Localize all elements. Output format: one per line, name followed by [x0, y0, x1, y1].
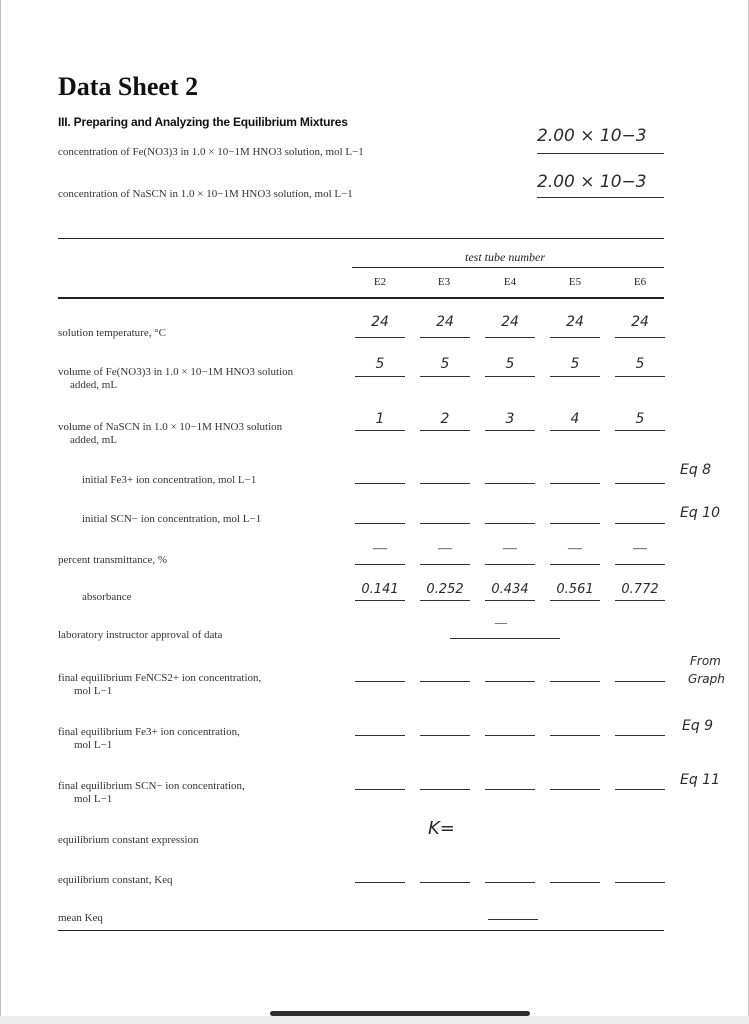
vol-fe-blank-e4 [485, 376, 535, 377]
temperature-e3[interactable]: 24 [436, 314, 454, 330]
final-scn-e4[interactable] [485, 789, 535, 790]
vol-scn-blank-e4 [485, 430, 535, 431]
vol-scn-e3[interactable]: 2 [440, 411, 450, 427]
expression-label: equilibrium constant expression [58, 834, 199, 846]
col-header-e6: E6 [633, 276, 647, 288]
temperature-blank-e6 [615, 337, 665, 338]
final-fe-e4[interactable] [485, 735, 535, 736]
keq-e6[interactable] [615, 882, 665, 883]
final-fencs-e6[interactable] [615, 681, 665, 682]
absorbance-blank-e4 [485, 600, 535, 601]
temperature-label: solution temperature, °C [58, 327, 166, 339]
conc-fe-blank [537, 153, 664, 154]
col-header-e5: E5 [568, 276, 582, 288]
test-tube-header: test tube number [465, 250, 545, 264]
final-fe-note: Eq 9 [682, 718, 714, 734]
vol-fe-label-1: volume of Fe(NO3)3 in 1.0 × 10−1M HNO3 solution [58, 366, 294, 378]
home-indicator[interactable] [270, 1011, 530, 1016]
vol-fe-blank-e6 [615, 376, 665, 377]
absorbance-e4[interactable]: 0.434 [491, 582, 529, 597]
page-title: Data Sheet 2 [58, 72, 199, 101]
approval-signature-line[interactable] [450, 638, 560, 639]
final-scn-e2[interactable] [355, 789, 405, 790]
absorbance-e5[interactable]: 0.561 [556, 582, 594, 597]
initial-scn-note: Eq 10 [680, 505, 720, 521]
temperature-e6[interactable]: 24 [631, 314, 649, 330]
vol-fe-blank-e5 [550, 376, 600, 377]
final-fe-e6[interactable] [615, 735, 665, 736]
temperature-blank-e2 [355, 337, 405, 338]
transmittance-e6[interactable]: — [633, 541, 647, 556]
initial-scn-e6[interactable] [615, 523, 665, 524]
divider-top [58, 238, 664, 239]
vol-scn-blank-e2 [355, 430, 405, 431]
mean-keq-label: mean Keq [58, 912, 103, 924]
transmittance-label: percent transmittance, % [58, 554, 168, 566]
final-scn-e3[interactable] [420, 789, 470, 790]
conc-fe-label: concentration of Fe(NO3)3 in 1.0 × 10−1M HNO3 solution, mol L−1 [58, 146, 364, 158]
temperature-blank-e4 [485, 337, 535, 338]
absorbance-blank-e5 [550, 600, 600, 601]
conc-scn-value[interactable]: 2.00 × 10−3 [537, 172, 647, 192]
final-fe-e3[interactable] [420, 735, 470, 736]
initial-fe-note: Eq 8 [680, 462, 712, 478]
transmittance-e5[interactable]: — [568, 541, 582, 556]
keq-e2[interactable] [355, 882, 405, 883]
temperature-e5[interactable]: 24 [566, 314, 584, 330]
conc-fe-value[interactable]: 2.00 × 10−3 [537, 126, 647, 146]
final-scn-label-2: mol L−1 [74, 793, 113, 805]
keq-e4[interactable] [485, 882, 535, 883]
initial-scn-e2[interactable] [355, 523, 405, 524]
initial-scn-e3[interactable] [420, 523, 470, 524]
vol-scn-blank-e5 [550, 430, 600, 431]
vol-fe-e4[interactable]: 5 [505, 356, 515, 372]
temperature-blank-e3 [420, 337, 470, 338]
initial-fe-e5[interactable] [550, 483, 600, 484]
transmittance-e4[interactable]: — [503, 541, 517, 556]
transmittance-e3[interactable]: — [438, 541, 452, 556]
approval-label: laboratory instructor approval of data [58, 629, 223, 641]
vol-fe-e6[interactable]: 5 [635, 356, 645, 372]
absorbance-e6[interactable]: 0.772 [621, 582, 659, 597]
final-fencs-e4[interactable] [485, 681, 535, 682]
keq-e3[interactable] [420, 882, 470, 883]
final-fe-label-1: final equilibrium Fe3+ ion concentration, [58, 726, 240, 738]
vol-fe-label-2: added, mL [70, 379, 118, 391]
page-left-edge [0, 0, 1, 1024]
final-scn-note: Eq 11 [680, 772, 720, 788]
transmittance-blank-e2 [355, 564, 405, 565]
final-fe-label-2: mol L−1 [74, 739, 113, 751]
bottom-bar [0, 1016, 749, 1024]
absorbance-blank-e2 [355, 600, 405, 601]
vol-fe-e3[interactable]: 5 [440, 356, 450, 372]
initial-fe-e2[interactable] [355, 483, 405, 484]
final-fencs-label-1: final equilibrium FeNCS2+ ion concentration, [58, 672, 262, 684]
absorbance-e3[interactable]: 0.252 [426, 582, 464, 597]
transmittance-blank-e5 [550, 564, 600, 565]
absorbance-blank-e6 [615, 600, 665, 601]
initial-scn-label: initial SCN− ion concentration, mol L−1 [82, 513, 262, 525]
final-scn-e5[interactable] [550, 789, 600, 790]
absorbance-label: absorbance [82, 591, 132, 603]
vol-fe-e5[interactable]: 5 [570, 356, 580, 372]
col-header-e4: E4 [503, 276, 517, 288]
initial-fe-e3[interactable] [420, 483, 470, 484]
transmittance-e2[interactable]: — [373, 541, 387, 556]
vol-fe-blank-e3 [420, 376, 470, 377]
transmittance-blank-e4 [485, 564, 535, 565]
divider-bottom [58, 930, 664, 931]
vol-scn-e6[interactable]: 5 [635, 411, 645, 427]
final-fencs-e3[interactable] [420, 681, 470, 682]
vol-fe-e2[interactable]: 5 [375, 356, 385, 372]
transmittance-blank-e3 [420, 564, 470, 565]
temperature-e2[interactable]: 24 [371, 314, 389, 330]
final-scn-label-1: final equilibrium SCN− ion concentration, [58, 780, 245, 792]
final-fencs-e5[interactable] [550, 681, 600, 682]
conc-scn-label: concentration of NaSCN in 1.0 × 10−1M HNO3 solution, mol L−1 [58, 188, 353, 200]
initial-fe-label: initial Fe3+ ion concentration, mol L−1 [82, 474, 257, 486]
expression-value[interactable]: K= [428, 818, 455, 839]
final-fencs-e2[interactable] [355, 681, 405, 682]
final-fencs-note-1: From [690, 654, 721, 668]
conc-scn-blank [537, 197, 664, 198]
divider-header [58, 297, 664, 299]
initial-scn-e4[interactable] [485, 523, 535, 524]
final-fencs-label-2: mol L−1 [74, 685, 113, 697]
mean-keq-blank[interactable] [488, 919, 538, 920]
absorbance-e2[interactable]: 0.141 [361, 582, 399, 597]
vol-scn-label-1: volume of NaSCN in 1.0 × 10−1M HNO3 solution [58, 421, 283, 433]
vol-scn-e2[interactable]: 1 [375, 411, 385, 427]
vol-scn-e4[interactable]: 3 [505, 411, 515, 427]
vol-scn-label-2: added, mL [70, 434, 118, 446]
col-header-e2: E2 [373, 276, 387, 288]
keq-label: equilibrium constant, Keq [58, 874, 173, 886]
col-header-e3: E3 [437, 276, 451, 288]
absorbance-blank-e3 [420, 600, 470, 601]
initial-scn-e5[interactable] [550, 523, 600, 524]
temperature-blank-e5 [550, 337, 600, 338]
keq-e5[interactable] [550, 882, 600, 883]
final-scn-e6[interactable] [615, 789, 665, 790]
vol-scn-blank-e6 [615, 430, 665, 431]
initial-fe-e6[interactable] [615, 483, 665, 484]
final-fe-e5[interactable] [550, 735, 600, 736]
final-fe-e2[interactable] [355, 735, 405, 736]
transmittance-blank-e6 [615, 564, 665, 565]
temperature-e4[interactable]: 24 [501, 314, 519, 330]
section-heading: III. Preparing and Analyzing the Equilibrium Mixtures [58, 115, 348, 129]
approval-mark: — [495, 615, 507, 629]
vol-scn-e5[interactable]: 4 [570, 411, 580, 427]
final-fencs-note-2: Graph [688, 672, 725, 686]
vol-scn-blank-e3 [420, 430, 470, 431]
initial-fe-e4[interactable] [485, 483, 535, 484]
header-rule [352, 267, 664, 268]
vol-fe-blank-e2 [355, 376, 405, 377]
